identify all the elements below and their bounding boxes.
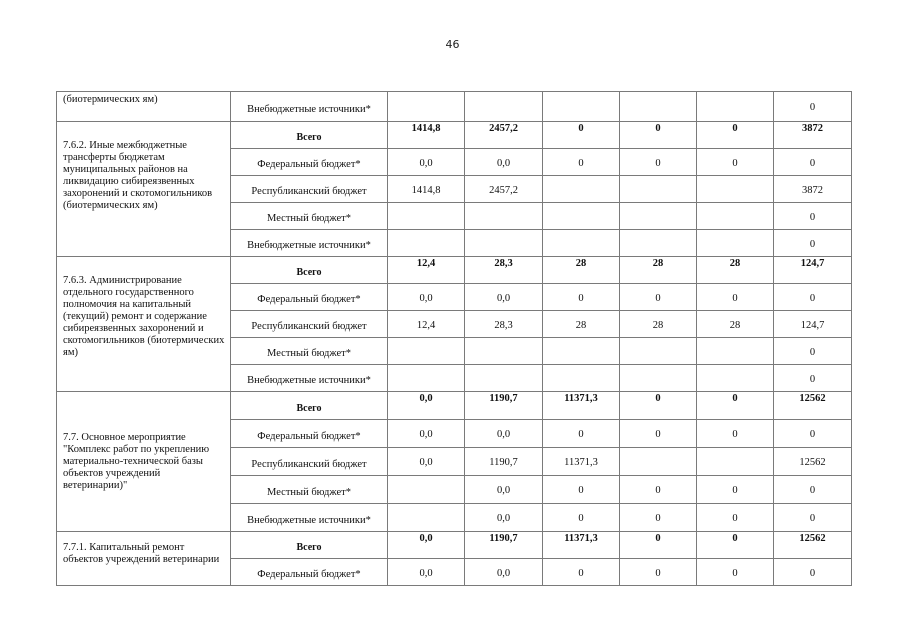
funding-source: Внебюджетные источники*	[231, 230, 388, 257]
value-cell: 0	[620, 122, 697, 149]
value-cell: 0	[774, 338, 852, 365]
value-cell	[543, 338, 620, 365]
value-cell: 28	[543, 257, 620, 284]
measure-name: 7.7.1. Капитальный ремонт объектов учреждений ветеринарии	[57, 532, 231, 586]
value-cell: 1190,7	[465, 448, 543, 476]
value-cell: 12,4	[388, 257, 465, 284]
value-cell: 0	[620, 284, 697, 311]
value-cell: 28	[620, 257, 697, 284]
value-cell: 0	[543, 559, 620, 586]
funding-source: Внебюджетные источники*	[231, 504, 388, 532]
value-cell: 11371,3	[543, 532, 620, 559]
funding-source: Федеральный бюджет*	[231, 149, 388, 176]
value-cell: 3872	[774, 176, 852, 203]
value-cell: 0	[620, 392, 697, 420]
value-cell: 12,4	[388, 311, 465, 338]
value-cell: 0	[774, 230, 852, 257]
value-cell: 0	[774, 365, 852, 392]
table-row	[57, 257, 852, 284]
value-cell: 28,3	[465, 257, 543, 284]
funding-source: Местный бюджет*	[231, 476, 388, 504]
funding-source: Федеральный бюджет*	[231, 420, 388, 448]
value-cell: 0	[620, 476, 697, 504]
value-cell: 0,0	[388, 149, 465, 176]
funding-source: Всего	[231, 122, 388, 149]
value-cell	[388, 476, 465, 504]
value-cell: 1190,7	[465, 392, 543, 420]
value-cell: 0	[543, 504, 620, 532]
funding-source: Республиканский бюджет	[231, 311, 388, 338]
measure-name: 7.6.2. Иные межбюджетные трансферты бюджетам муниципальных районов на ликвидацию сибиреязвенных захоронений и скотомогильников (биотермических ям)	[57, 122, 231, 257]
value-cell	[543, 203, 620, 230]
value-cell: 0	[543, 149, 620, 176]
value-cell: 0	[697, 532, 774, 559]
value-cell: 28	[697, 311, 774, 338]
value-cell	[465, 365, 543, 392]
value-cell: 0	[774, 92, 852, 122]
funding-source: Республиканский бюджет	[231, 176, 388, 203]
value-cell	[465, 92, 543, 122]
measure-name: (биотермических ям)	[57, 92, 231, 122]
value-cell: 11371,3	[543, 448, 620, 476]
value-cell: 28	[543, 311, 620, 338]
value-cell: 0,0	[388, 392, 465, 420]
value-cell: 0	[620, 559, 697, 586]
value-cell: 0,0	[388, 420, 465, 448]
value-cell: 0,0	[465, 504, 543, 532]
value-cell: 0	[774, 284, 852, 311]
value-cell: 0	[774, 504, 852, 532]
value-cell: 124,7	[774, 257, 852, 284]
value-cell: 0	[697, 122, 774, 149]
value-cell: 11371,3	[543, 392, 620, 420]
value-cell: 0,0	[465, 476, 543, 504]
value-cell	[465, 338, 543, 365]
value-cell: 0	[697, 420, 774, 448]
funding-source: Местный бюджет*	[231, 203, 388, 230]
value-cell: 2457,2	[465, 176, 543, 203]
value-cell: 0	[543, 476, 620, 504]
value-cell: 0,0	[388, 532, 465, 559]
value-cell	[620, 448, 697, 476]
value-cell: 0	[774, 149, 852, 176]
value-cell: 0	[543, 284, 620, 311]
page-number: 46	[445, 38, 460, 51]
value-cell: 0	[774, 559, 852, 586]
value-cell: 0,0	[388, 559, 465, 586]
value-cell	[388, 230, 465, 257]
value-cell	[697, 448, 774, 476]
budget-table	[56, 91, 852, 586]
value-cell	[620, 203, 697, 230]
funding-source: Республиканский бюджет	[231, 448, 388, 476]
value-cell: 1414,8	[388, 122, 465, 149]
funding-source: Внебюджетные источники*	[231, 92, 388, 122]
value-cell: 28	[697, 257, 774, 284]
value-cell	[543, 365, 620, 392]
funding-source: Федеральный бюджет*	[231, 559, 388, 586]
value-cell: 12562	[774, 392, 852, 420]
measure-name: 7.7. Основное мероприятие "Комплекс работ по укреплению материально-технической базы объектов учреждений ветеринарии)"	[57, 392, 231, 532]
value-cell	[697, 203, 774, 230]
value-cell: 0	[697, 149, 774, 176]
value-cell: 0	[697, 476, 774, 504]
value-cell: 12562	[774, 532, 852, 559]
value-cell	[697, 338, 774, 365]
value-cell: 0,0	[465, 149, 543, 176]
value-cell	[388, 92, 465, 122]
value-cell	[543, 230, 620, 257]
value-cell	[620, 176, 697, 203]
value-cell: 0	[774, 420, 852, 448]
value-cell: 0,0	[465, 559, 543, 586]
value-cell: 2457,2	[465, 122, 543, 149]
value-cell	[388, 504, 465, 532]
value-cell	[697, 365, 774, 392]
value-cell: 0	[697, 284, 774, 311]
value-cell	[465, 230, 543, 257]
value-cell: 1414,8	[388, 176, 465, 203]
value-cell	[697, 92, 774, 122]
value-cell	[465, 203, 543, 230]
funding-source: Всего	[231, 532, 388, 559]
value-cell	[543, 92, 620, 122]
value-cell	[388, 338, 465, 365]
funding-source: Всего	[231, 392, 388, 420]
funding-source: Всего	[231, 257, 388, 284]
value-cell: 0,0	[388, 284, 465, 311]
value-cell	[388, 365, 465, 392]
value-cell: 0	[543, 420, 620, 448]
value-cell: 28,3	[465, 311, 543, 338]
value-cell	[620, 230, 697, 257]
value-cell: 0	[620, 532, 697, 559]
value-cell: 0	[620, 149, 697, 176]
value-cell: 0,0	[388, 448, 465, 476]
value-cell: 28	[620, 311, 697, 338]
value-cell: 0	[543, 122, 620, 149]
table-row	[57, 532, 852, 559]
value-cell	[543, 176, 620, 203]
value-cell: 12562	[774, 448, 852, 476]
funding-source: Внебюджетные источники*	[231, 365, 388, 392]
value-cell	[697, 176, 774, 203]
value-cell: 0,0	[465, 420, 543, 448]
value-cell: 0	[697, 392, 774, 420]
funding-source: Федеральный бюджет*	[231, 284, 388, 311]
value-cell	[620, 92, 697, 122]
value-cell: 0	[620, 504, 697, 532]
value-cell	[388, 203, 465, 230]
value-cell	[620, 365, 697, 392]
value-cell: 0	[620, 420, 697, 448]
value-cell: 0,0	[465, 284, 543, 311]
value-cell: 0	[697, 504, 774, 532]
value-cell: 0	[697, 559, 774, 586]
value-cell	[620, 338, 697, 365]
funding-source: Местный бюджет*	[231, 338, 388, 365]
value-cell	[697, 230, 774, 257]
measure-name: 7.6.3. Администрирование отдельного государственного полномочия на капитальный (текущий) ремонт и содержание сибиреязвенных захоронений и скотомогильников (биотермических ям)	[57, 257, 231, 392]
value-cell: 3872	[774, 122, 852, 149]
table-row	[57, 392, 852, 420]
value-cell: 124,7	[774, 311, 852, 338]
value-cell: 0	[774, 476, 852, 504]
table-row	[57, 122, 852, 149]
table-row	[57, 92, 852, 122]
value-cell: 0	[774, 203, 852, 230]
value-cell: 1190,7	[465, 532, 543, 559]
